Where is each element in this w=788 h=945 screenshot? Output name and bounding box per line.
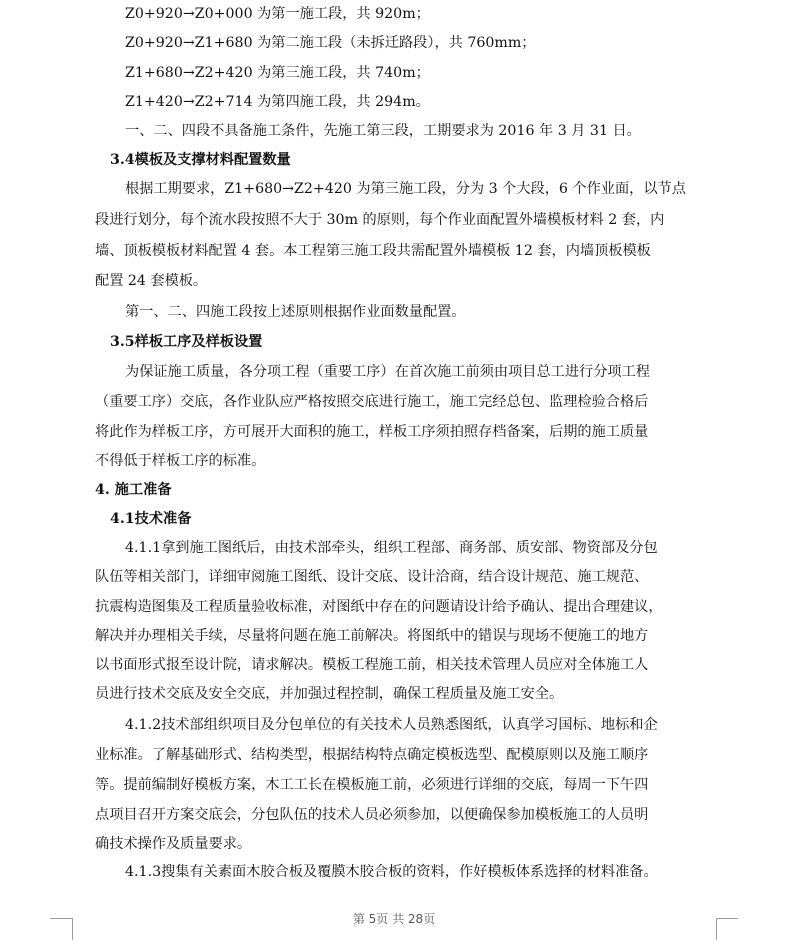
paragraph-line: 业标准。了解基础形式、结构类型，根据结构特点确定模板选型、配模原则以及施工顺序 [95,747,649,763]
paragraph-line: Z0+920→Z0+000 为第一施工段，共 920m； [125,6,430,22]
paragraph-line: 一、二、四段不具备施工条件，先施工第三段，工期要求为 2016 年 3 月 31 日。 [125,123,641,139]
section-heading: 4.1技术准备 [110,511,192,527]
paragraph-line: 4.1.3搜集有关素面木胶合板及覆膜木胶合板的资料，作好模板体系选择的材料准备。 [125,864,658,880]
paragraph-line: 根据工期要求，Z1+680→Z2+420 为第三施工段，分为 3 个大段，6 个作业面，以节点 [125,181,686,197]
section-heading: 3.5样板工序及样板设置 [110,334,263,350]
paragraph-line: （重要工序）交底，各作业队应严格按照交底进行施工，施工完经总包、监理检验合格后 [95,394,649,410]
paragraph-line: Z0+920→Z1+680 为第二施工段（未拆迁路段），共 760mm； [125,35,536,51]
paragraph-line: 点项目召开方案交底会，分包队伍的技术人员必须参加，以便确保参加模板施工的人员明 [95,807,649,823]
page-number-footer: 第 5页 共 28页 [352,912,436,926]
paragraph-line: 为保证施工质量，各分项工程（重要工序）在首次施工前须由项目总工进行分项工程 [125,364,650,380]
paragraph-line: 段进行划分，每个流水段按照不大于 30m 的原则，每个作业面配置外墙模板材料 2 套，内 [95,212,665,228]
paragraph-line: 确技术操作及质量要求。 [95,836,252,852]
paragraph-line: 员进行技术交底及安全交底，并加强过程控制，确保工程质量及施工安全。 [95,686,564,702]
section-heading: 4. 施工准备 [95,482,172,498]
paragraph-line: 4.1.1拿到施工图纸后，由技术部牵头，组织工程部、商务部、质安部、物资部及分包 [125,540,658,556]
paragraph-line: 队伍等相关部门，详细审阅施工图纸、设计交底、设计洽商，结合设计规范、施工规范、 [95,569,649,585]
paragraph-line: 4.1.2技术部组织项目及分包单位的有关技术人员熟悉图纸，认真学习国标、地标和企 [125,717,658,733]
paragraph-line: 第一、二、四施工段按上述原则根据作业面数量配置。 [125,304,466,320]
paragraph-line: 以书面形式报至设计院，请求解决。模板工程施工前，相关技术管理人员应对全体施工人 [95,657,649,673]
paragraph-line: 墙、顶板模板材料配置 4 套。本工程第三施工段共需配置外墙模板 12 套，内墙顶板模板 [95,243,651,259]
paragraph-line: Z1+680→Z2+420 为第三施工段，共 740m； [125,65,430,81]
paragraph-line: 将此作为样板工序，方可展开大面积的施工，样板工序须拍照存档备案，后期的施工质量 [95,424,649,440]
paragraph-line: 等。提前编制好模板方案，木工工长在模板施工前，必须进行详细的交底，每周一下午四 [95,777,649,793]
section-heading: 3.4模板及支撑材料配置数量 [110,152,291,168]
paragraph-line: Z1+420→Z2+714 为第四施工段，共 294m。 [125,94,430,110]
paragraph-line: 解决并办理相关手续，尽量将问题在施工前解决。将图纸中的错误与现场不便施工的地方 [95,628,649,644]
paragraph-line: 抗震构造图集及工程质量验收标准，对图纸中存在的问题请设计给予确认、提出合理建议， [95,599,663,615]
paragraph-line: 不得低于样板工序的标准。 [95,453,266,469]
paragraph-line: 配置 24 套模板。 [95,273,208,289]
